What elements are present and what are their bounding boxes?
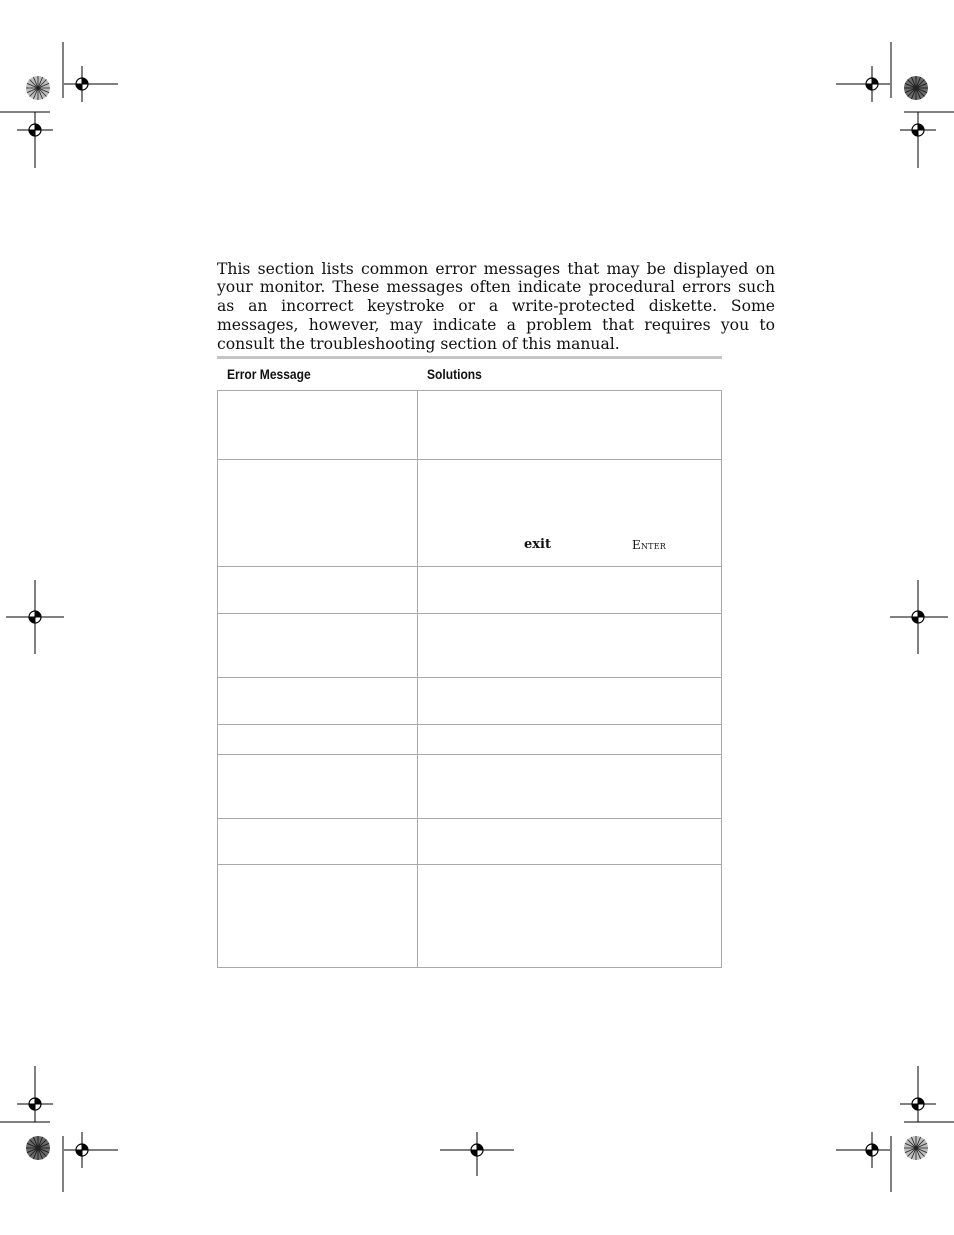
error-message-cell [218,755,418,818]
error-message-cell [218,819,418,864]
error-message-cell [218,865,418,967]
solution-cell [418,755,721,818]
solution-cell [418,567,721,613]
error-message-cell [218,725,418,754]
solution-cell [418,725,721,754]
table-header [217,356,722,390]
table-row [218,460,721,567]
enter-key: Enter [632,538,666,552]
error-message-cell [218,460,418,566]
solution-cell [418,391,721,459]
solution-cell [418,460,721,566]
solution-cell [418,819,721,864]
intro-paragraph: This section lists common error messages that may be displayed on your monitor. These messages often indicate procedural errors such as an incorrect keystroke or a write-protected diskette. Some messages, however, may indicate a problem that requires you to consult the troubleshooting section of this manual. [217,259,775,353]
error-message-table [217,356,722,968]
table-body [217,390,722,968]
error-message-cell [218,678,418,724]
exit-command: exit [524,537,551,552]
error-message-cell [218,614,418,677]
table-row [218,678,721,725]
table-row [218,755,721,819]
header-solutions: Solutions [427,366,482,382]
solution-cell [418,678,721,724]
error-message-cell [218,391,418,459]
table-row [218,567,721,614]
table-row [218,725,721,755]
solution-cell [418,865,721,967]
table-row [218,865,721,968]
header-error-message: Error Message [227,366,311,382]
table-row [218,819,721,865]
table-row [218,391,721,460]
table-row [218,614,721,678]
solution-cell [418,614,721,677]
error-message-cell [218,567,418,613]
